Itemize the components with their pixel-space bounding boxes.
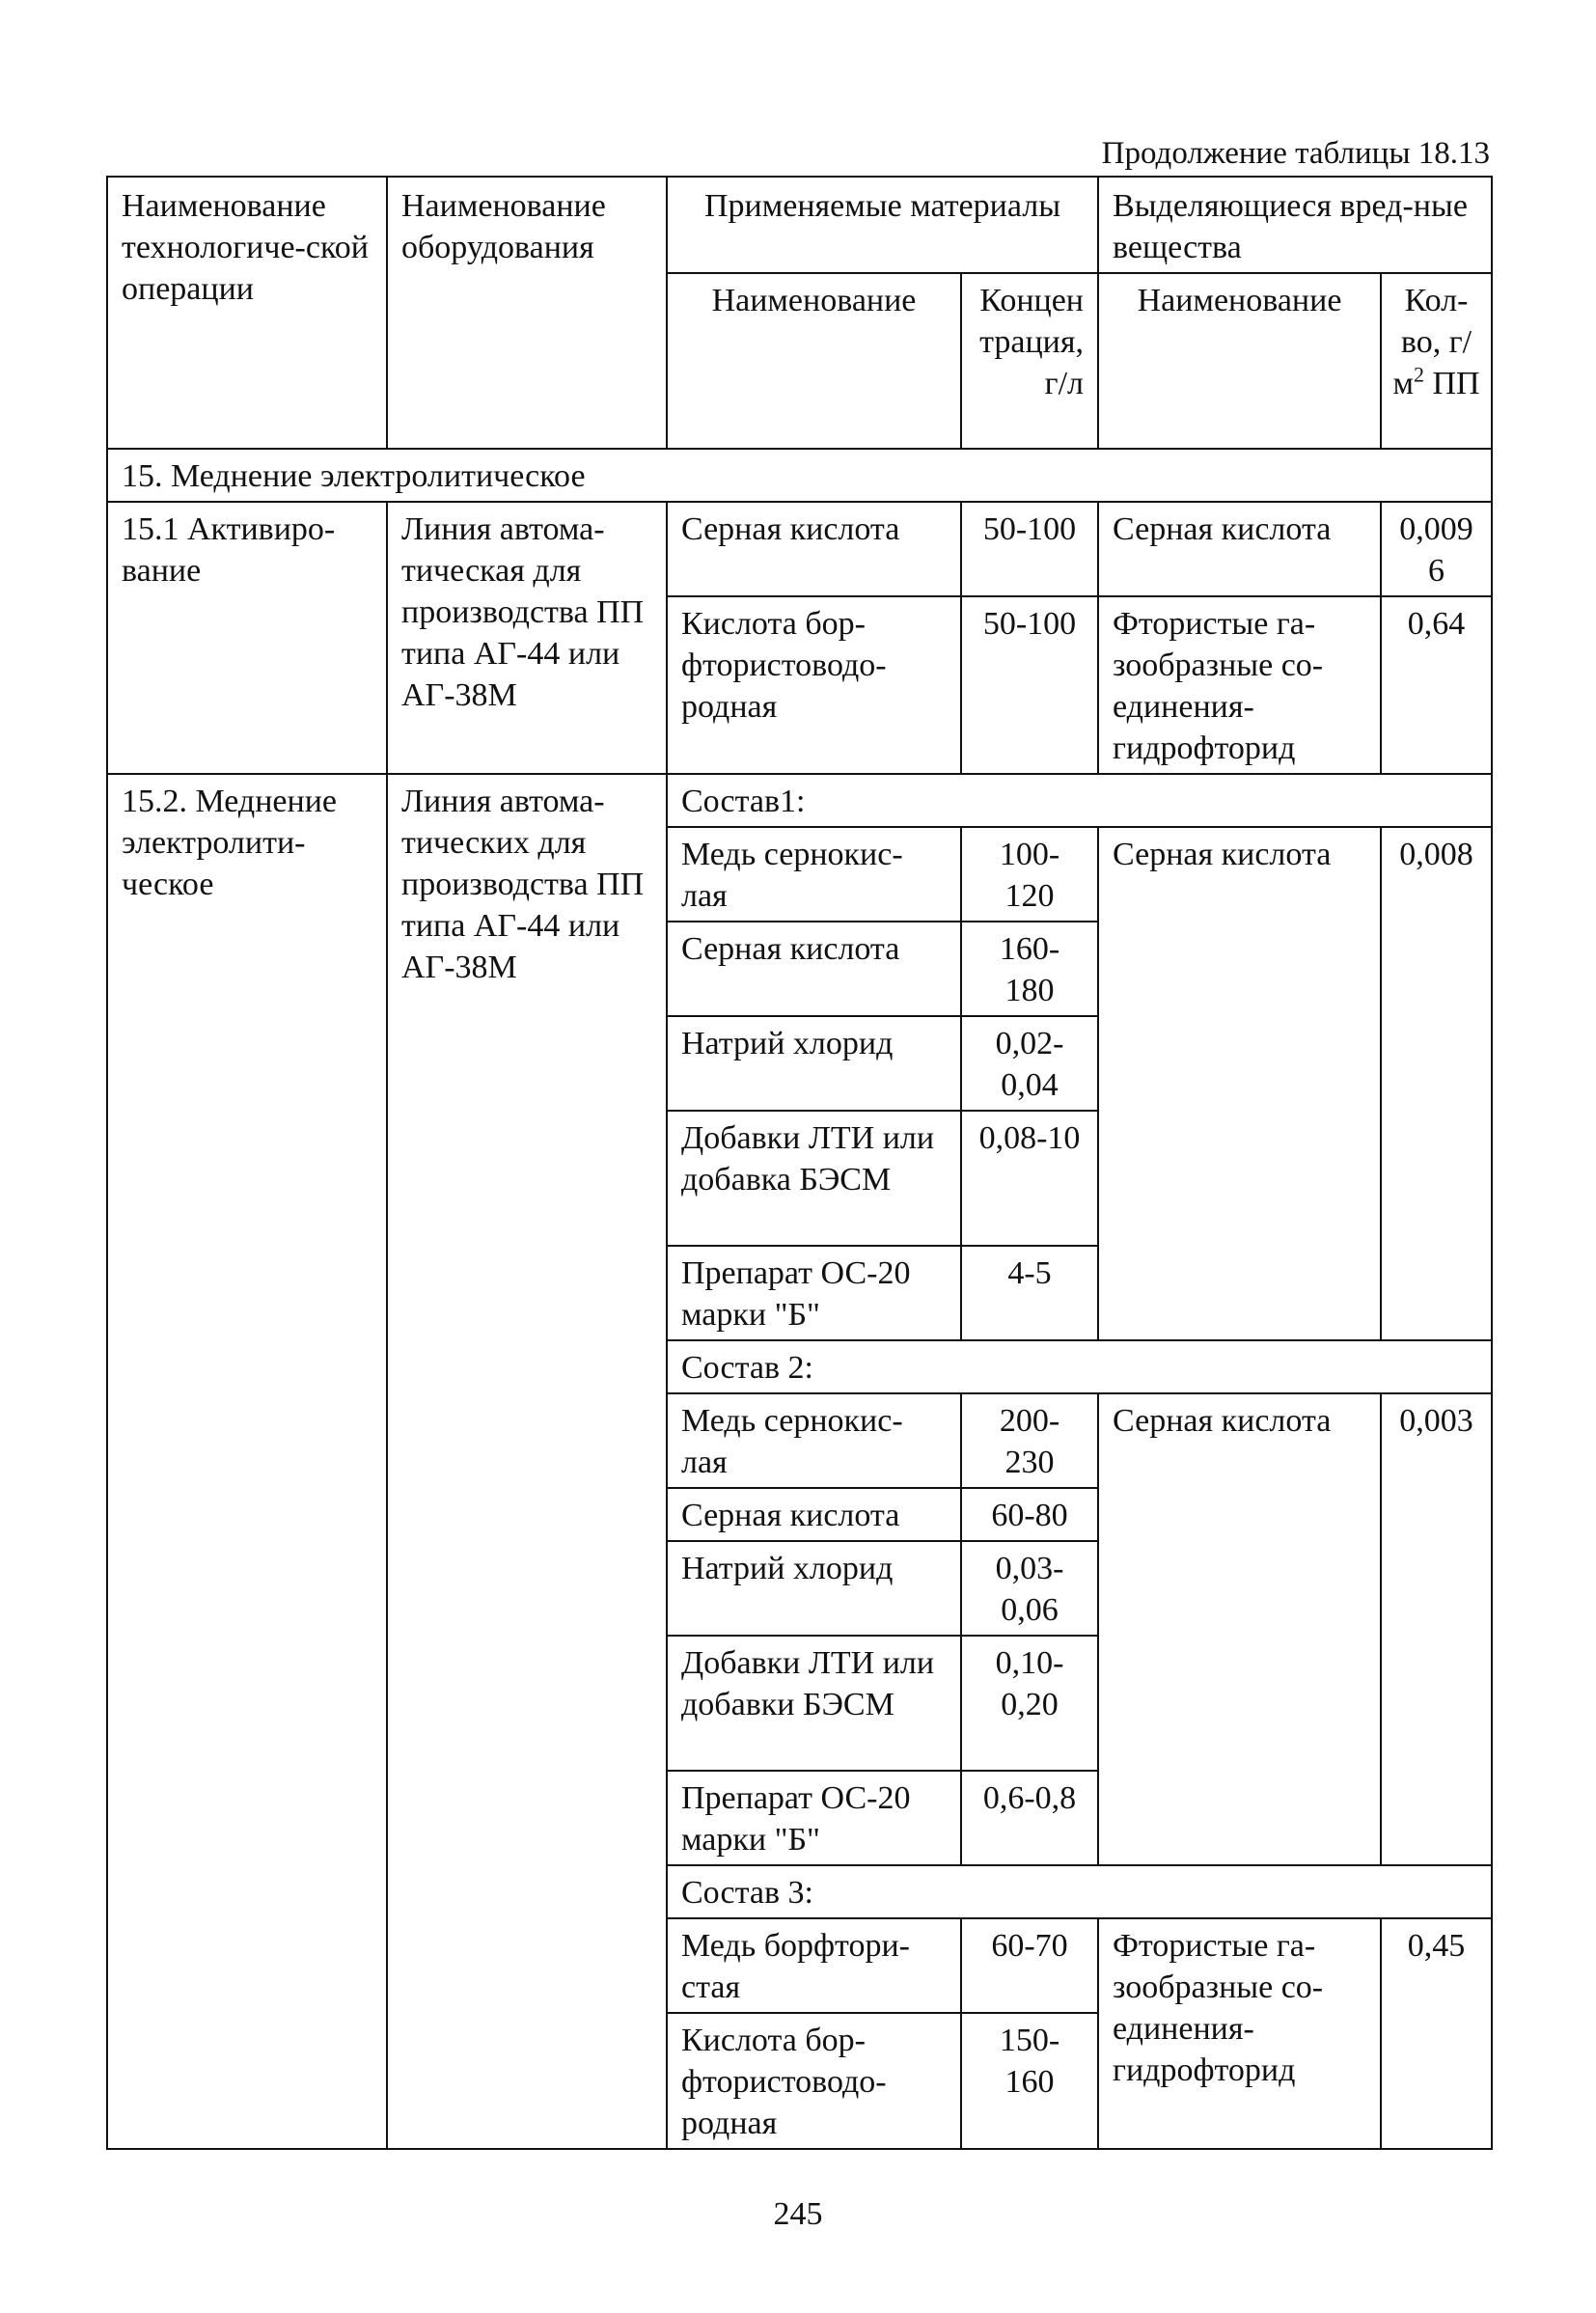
table-row <box>107 502 1492 596</box>
section-row <box>107 449 1492 502</box>
concentration-cell: 50-100 <box>961 502 1098 596</box>
material-cell: Медь борфтори-стая <box>667 1918 961 2013</box>
header-materials: Применяемые материалы <box>667 177 1098 273</box>
material-cell: Препарат ОС-20 марки "Б" <box>667 1771 961 1865</box>
concentration-cell: 60-80 <box>961 1488 1098 1541</box>
header-emission-name: Наименование <box>1098 273 1381 449</box>
concentration-cell: 100-120 <box>961 827 1098 922</box>
emission-cell: Серная кислота <box>1098 502 1381 596</box>
material-cell: Кислота бор-фтористоводо-родная <box>667 2013 961 2149</box>
material-cell: Добавки ЛТИ или добавки БЭСМ <box>667 1636 961 1771</box>
material-cell: Серная кислота <box>667 1488 961 1541</box>
concentration-cell: 150-160 <box>961 2013 1098 2149</box>
material-cell: Кислота бор-фтористоводо-родная <box>667 596 961 774</box>
emissions-table <box>106 176 1493 2150</box>
material-cell: Серная кислота <box>667 502 961 596</box>
quantity-cell: 0,003 <box>1381 1393 1492 1865</box>
header-row-top <box>107 177 1492 273</box>
material-cell: Медь сернокис-лая <box>667 827 961 922</box>
equipment-cell: Линия автома-тическая для производства ПП типа АГ-44 или АГ-38М <box>387 502 667 774</box>
concentration-cell: 0,6-0,8 <box>961 1771 1098 1865</box>
equipment-cell: Линия автома-тических для производства ПП типа АГ-44 или АГ-38М <box>387 774 667 2149</box>
material-cell: Препарат ОС-20 марки "Б" <box>667 1246 961 1340</box>
concentration-cell: 50-100 <box>961 596 1098 774</box>
material-cell: Натрий хлорид <box>667 1016 961 1111</box>
material-cell: Медь сернокис-лая <box>667 1393 961 1488</box>
header-qty-prefix: Кол-во, г/м <box>1392 283 1472 401</box>
concentration-cell: 60-70 <box>961 1918 1098 2013</box>
emission-cell: Серная кислота <box>1098 1393 1381 1865</box>
header-emission-quantity <box>1381 273 1492 449</box>
material-cell: Добавки ЛТИ или добавка БЭСМ <box>667 1111 961 1246</box>
concentration-cell: 0,10-0,20 <box>961 1636 1098 1771</box>
concentration-cell: 0,03-0,06 <box>961 1541 1098 1636</box>
header-equipment: Наименование оборудования <box>387 177 667 449</box>
table-caption: Продолжение таблицы 18.13 <box>1101 136 1490 171</box>
concentration-cell: 200-230 <box>961 1393 1098 1488</box>
operation-cell: 15.2. Меднение электролити-ческое <box>107 774 387 2149</box>
material-cell: Серная кислота <box>667 922 961 1016</box>
header-operation: Наименование технологиче-ской операции <box>107 177 387 449</box>
header-qty-suffix: ПП <box>1432 366 1480 401</box>
quantity-cell: 0,45 <box>1381 1918 1492 2149</box>
page-number: 245 <box>773 2196 823 2232</box>
emission-cell: Фтористые га-зообразные со-единения-гидрофторид <box>1098 1918 1381 2149</box>
concentration-cell: 4-5 <box>961 1246 1098 1340</box>
quantity-cell: 0,009 6 <box>1381 502 1492 596</box>
composition-label: Состав 2: <box>667 1340 1492 1393</box>
header-emissions: Выделяющиеся вред-ные вещества <box>1098 177 1492 273</box>
header-material-name: Наименование <box>667 273 961 449</box>
composition-label: Состав1: <box>667 774 1492 827</box>
quantity-cell: 0,008 <box>1381 827 1492 1340</box>
composition-label: Состав 3: <box>667 1865 1492 1918</box>
emission-cell: Серная кислота <box>1098 827 1381 1340</box>
quantity-cell: 0,64 <box>1381 596 1492 774</box>
emission-cell: Фтористые га-зообразные со-единения-гидрофторид <box>1098 596 1381 774</box>
concentration-cell: 160-180 <box>961 922 1098 1016</box>
concentration-cell: 0,02-0,04 <box>961 1016 1098 1111</box>
composition-row <box>107 774 1492 827</box>
concentration-cell: 0,08-10 <box>961 1111 1098 1246</box>
header-material-concentration: Концен трация, г/л <box>961 273 1098 449</box>
material-cell: Натрий хлорид <box>667 1541 961 1636</box>
section-title: 15. Меднение электролитическое <box>107 449 1492 502</box>
operation-cell: 15.1 Активиро-вание <box>107 502 387 774</box>
header-qty-sup: 2 <box>1413 362 1424 387</box>
